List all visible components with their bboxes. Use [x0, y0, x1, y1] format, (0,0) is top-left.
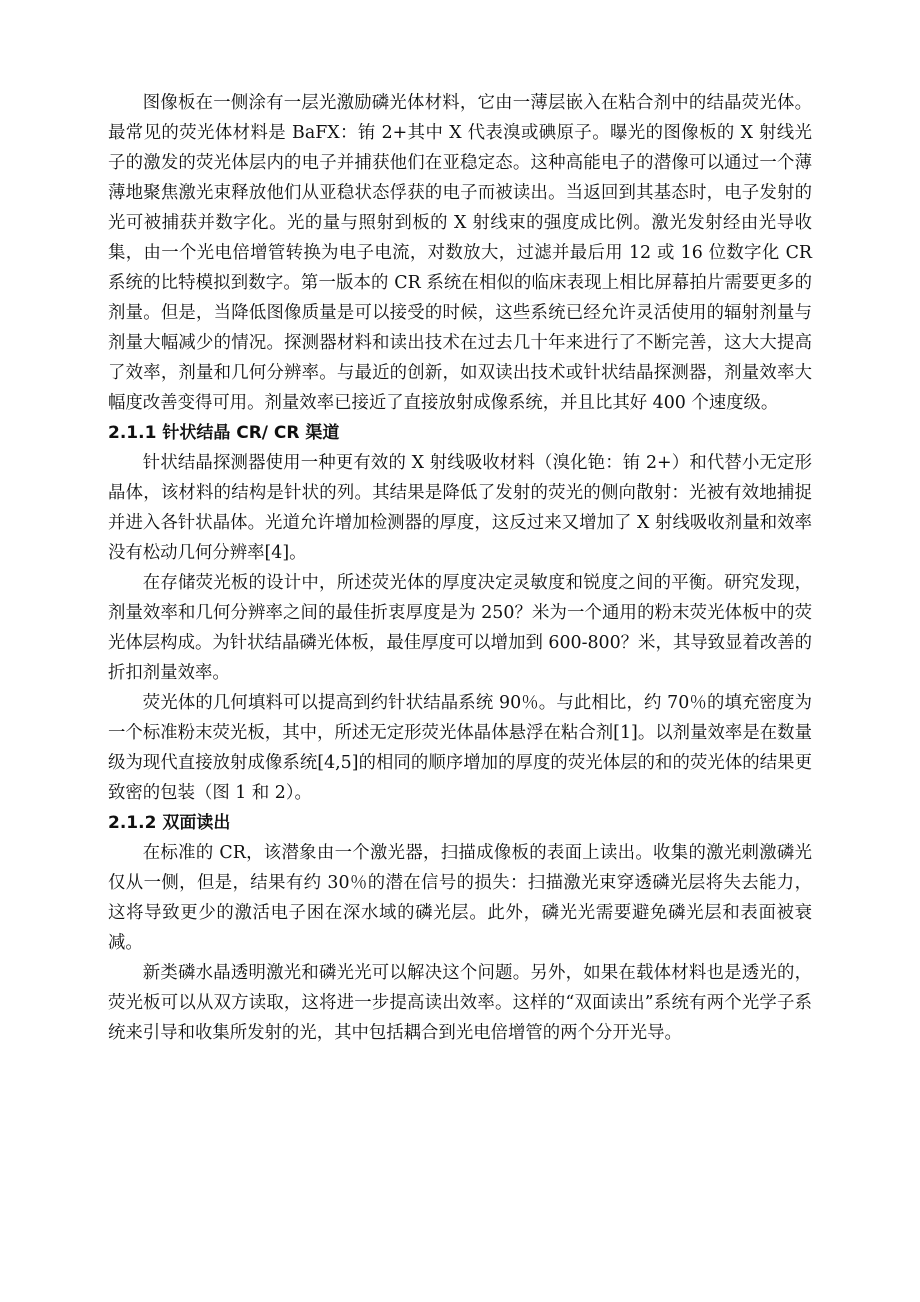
- section-heading-2-1-2: 2.1.2 双面读出: [108, 813, 231, 833]
- paragraph-dual-side-readout: 新类磷水晶透明激光和磷光光可以解决这个问题。另外，如果在载体材料也是透光的，荧光板可以从双方读取，这将进一步提高读出效率。这样的“双面读出”系统有两个光学子系统来引导和收集所发射的光，其中包括耦合到光电倍增管的两个分开光导。: [108, 963, 812, 1043]
- paragraph-phosphor-packing: 荧光体的几何填料可以提高到约针状结晶系统 90％。与此相比，约 70％的填充密度为一个标准粉末荧光板，其中，所述无定形荧光体晶体悬浮在粘合剂[1]。以剂量效率是在数量级为现代直接放射成像系统[4,5]的相同的顺序增加的厚度的荧光体层的和的荧光体的结果更致密的包装（图 1 和 2）。: [108, 693, 812, 803]
- paragraph-standard-cr-readout: 在标准的 CR，该潜象由一个激光器，扫描成像板的表面上读出。收集的激光刺激磷光仅从一侧，但是，结果有约 30％的潜在信号的损失：扫描激光束穿透磷光层将失去能力，这将导致更少的激活电子困在深水域的磷光层。此外，磷光光需要避免磷光层和表面被衰减。: [108, 843, 812, 953]
- paragraph-phosphor-thickness: 在存储荧光板的设计中，所述荧光体的厚度决定灵敏度和锐度之间的平衡。研究发现，剂量效率和几何分辨率之间的最佳折衷厚度是为 250？米为一个通用的粉末荧光体板中的荧光体层构成。为针状结晶磷光体板，最佳厚度可以增加到 600-800？米，其导致显着改善的折扣剂量效率。: [108, 573, 812, 683]
- document-body: [108, 88, 812, 1048]
- paragraph-image-plate-intro: 图像板在一侧涂有一层光激励磷光体材料，它由一薄层嵌入在粘合剂中的结晶荧光体。最常见的荧光体材料是 BaFX：铕 2+其中 X 代表溴或碘原子。曝光的图像板的 X 射线光子的激发的荧光体层内的电子并捕获他们在亚稳定态。这种高能电子的潜像可以通过一个薄薄地聚焦激光束释放他们从亚稳状态俘获的电子而被读出。当返回到其基态时，电子发射的光可被捕获并数字化。光的量与照射到板的 X 射线束的强度成比例。激光发射经由光导收集，由一个光电倍增管转换为电子电流，对数放大，过滤并最后用 12 或 16 位数字化 CR 系统的比特模拟到数字。第一版本的 CR 系统在相似的临床表现上相比屏幕拍片需要更多的剂量。但是，当降低图像质量是可以接受的时候，这些系统已经允许灵活使用的辐射剂量与剂量大幅减少的情况。探测器材料和读出技术在过去几十年来进行了不断完善，这大大提高了效率，剂量和几何分辨率。与最近的创新，如双读出技术或针状结晶探测器，剂量效率大幅度改善变得可用。剂量效率已接近了直接放射成像系统，并且比其好 400 个速度级。: [108, 93, 812, 413]
- paragraph-needle-crystal-detector: 针状结晶探测器使用一种更有效的 X 射线吸收材料（溴化铯：铕 2+）和代替小无定形晶体，该材料的结构是针状的列。其结果是降低了发射的荧光的侧向散射：光被有效地捕捉并进入各针状晶体。光道允许增加检测器的厚度，这反过来又增加了 X 射线吸收剂量和效率没有松动几何分辨率[4]。: [108, 453, 812, 563]
- section-heading-2-1-1: 2.1.1 针状结晶 CR/ CR 渠道: [108, 423, 340, 443]
